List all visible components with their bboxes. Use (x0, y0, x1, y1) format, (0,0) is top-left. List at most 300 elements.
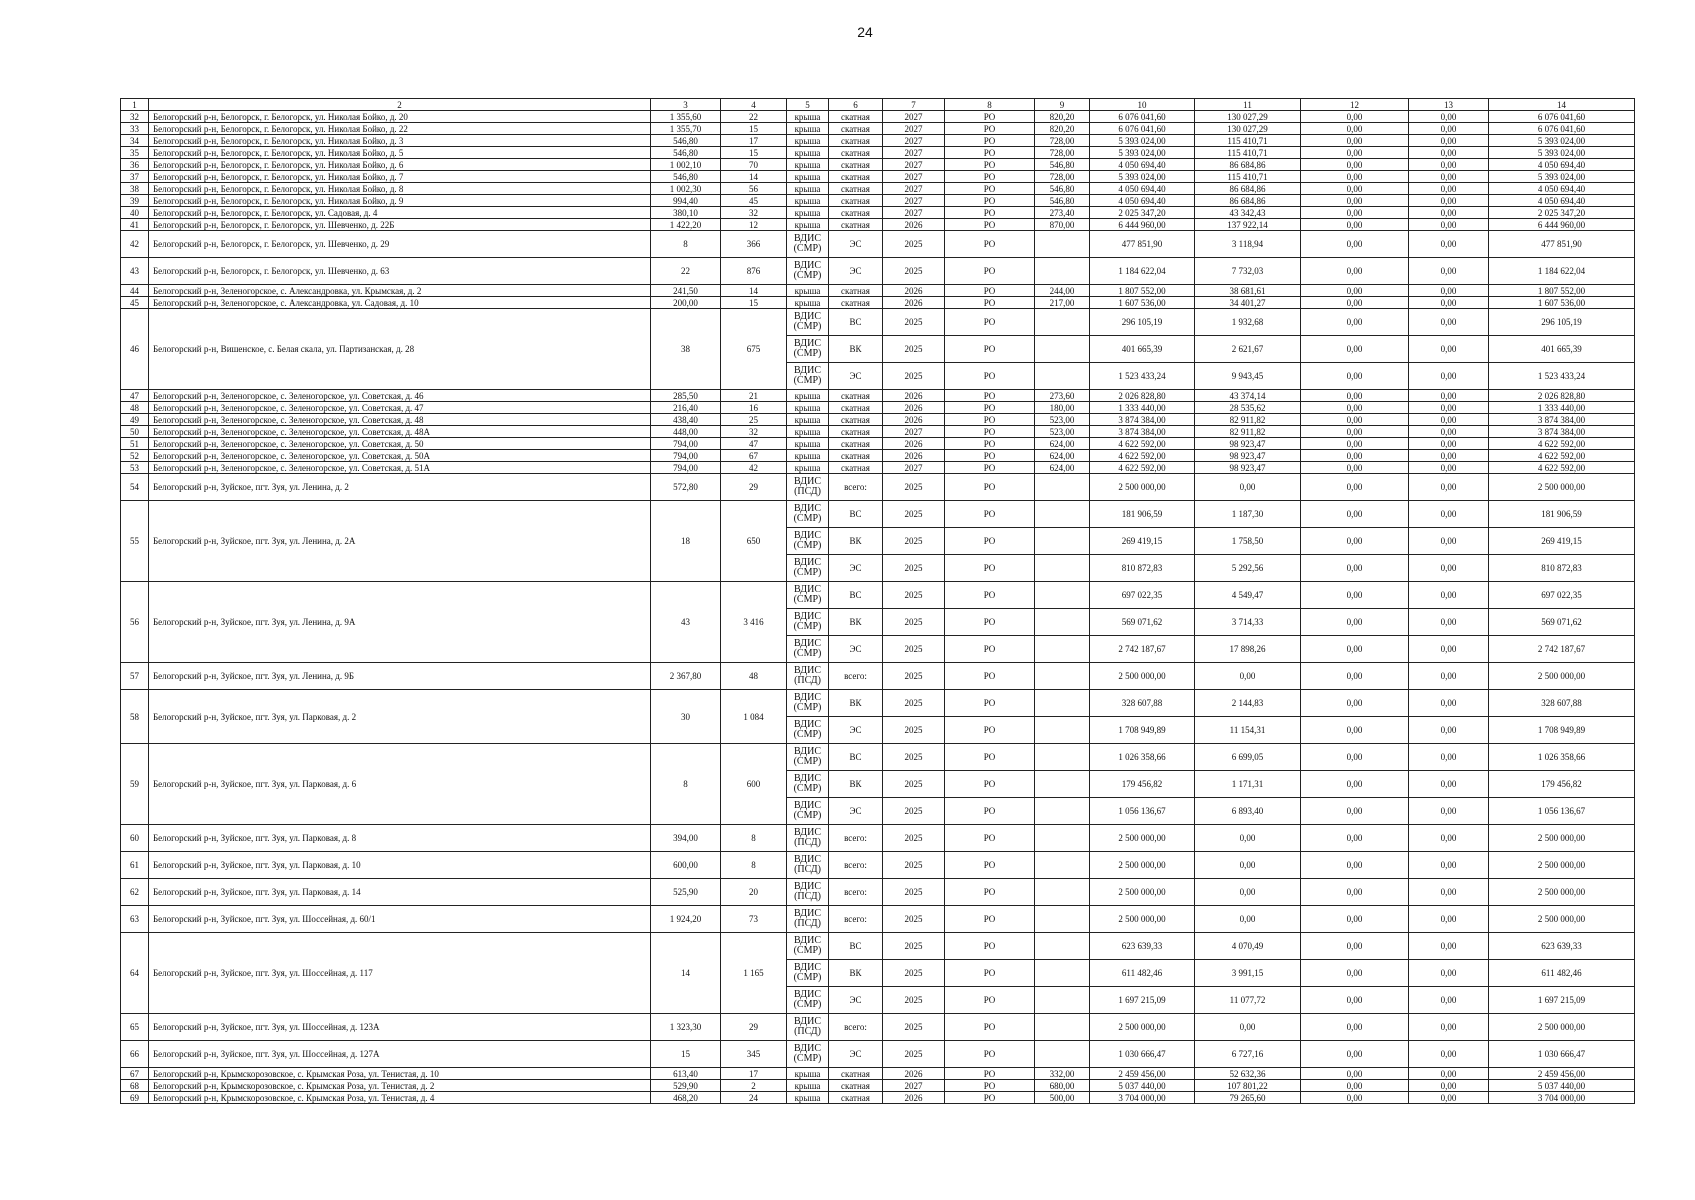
column-header: 1 (121, 99, 149, 111)
source-cell: РО (945, 402, 1035, 414)
cost-cell: 2 144,83 (1195, 690, 1301, 717)
table-row (121, 438, 1635, 450)
column-header: 7 (883, 99, 945, 111)
column-header: 5 (787, 99, 829, 111)
cost-cell: 0,00 (1301, 135, 1409, 147)
table-row (121, 1041, 1635, 1068)
element-cell: крыша (787, 1092, 829, 1104)
row-number-cell: 46 (121, 309, 149, 390)
cost-cell: 79 265,60 (1195, 1092, 1301, 1104)
area-cell: 994,40 (651, 195, 721, 207)
type-cell: ЭС (829, 798, 883, 825)
total-cost-cell: 2 500 000,00 (1090, 852, 1195, 879)
year-cell: 2027 (883, 1080, 945, 1092)
source-cell: РО (945, 297, 1035, 309)
grand-total-cell: 2 500 000,00 (1489, 852, 1635, 879)
cost-cell: 0,00 (1301, 609, 1409, 636)
residents-cell: 32 (721, 207, 787, 219)
year-cell: 2025 (883, 879, 945, 906)
type-cell: всего: (829, 474, 883, 501)
type-cell: ЭС (829, 717, 883, 744)
element-cell: крыша (787, 1080, 829, 1092)
column-number-row (121, 99, 1635, 111)
cost-cell: 0,00 (1409, 402, 1489, 414)
address-cell: Белогорский р-н, Зуйское, пгт. Зуя, ул. Парковая, д. 6 (149, 744, 651, 825)
cost-cell: 0,00 (1409, 906, 1489, 933)
row-number-cell: 63 (121, 906, 149, 933)
grand-total-cell: 6 444 960,00 (1489, 219, 1635, 231)
total-cost-cell: 1 697 215,09 (1090, 987, 1195, 1014)
unit-cell: 180,00 (1035, 402, 1090, 414)
type-cell: ЭС (829, 636, 883, 663)
source-cell: РО (945, 219, 1035, 231)
table-row (121, 933, 1635, 960)
cost-cell: 0,00 (1409, 414, 1489, 426)
row-number-cell: 52 (121, 450, 149, 462)
cost-cell: 0,00 (1409, 582, 1489, 609)
cost-cell: 1 932,68 (1195, 309, 1301, 336)
source-cell: РО (945, 195, 1035, 207)
type-cell: скатная (829, 195, 883, 207)
element-cell: ВДИС (ПСД) (787, 825, 829, 852)
area-cell: 8 (651, 231, 721, 258)
cost-cell: 0,00 (1301, 933, 1409, 960)
cost-cell: 98 923,47 (1195, 450, 1301, 462)
total-cost-cell: 2 500 000,00 (1090, 825, 1195, 852)
grand-total-cell: 5 037 440,00 (1489, 1080, 1635, 1092)
column-header: 11 (1195, 99, 1301, 111)
residents-cell: 48 (721, 663, 787, 690)
cost-cell: 0,00 (1301, 879, 1409, 906)
unit-cell: 624,00 (1035, 450, 1090, 462)
residents-cell: 8 (721, 825, 787, 852)
residents-cell: 876 (721, 258, 787, 285)
cost-cell: 0,00 (1301, 1068, 1409, 1080)
unit-cell (1035, 528, 1090, 555)
area-cell: 216,40 (651, 402, 721, 414)
year-cell: 2026 (883, 1092, 945, 1104)
year-cell: 2025 (883, 555, 945, 582)
element-cell: крыша (787, 219, 829, 231)
grand-total-cell: 269 419,15 (1489, 528, 1635, 555)
source-cell: РО (945, 798, 1035, 825)
row-number-cell: 59 (121, 744, 149, 825)
address-cell: Белогорский р-н, Белогорск, г. Белогорск, ул. Николая Бойко, д. 5 (149, 147, 651, 159)
type-cell: скатная (829, 438, 883, 450)
table-row (121, 450, 1635, 462)
cost-cell: 0,00 (1301, 402, 1409, 414)
source-cell: РО (945, 309, 1035, 336)
area-cell: 794,00 (651, 438, 721, 450)
unit-cell (1035, 309, 1090, 336)
grand-total-cell: 2 500 000,00 (1489, 879, 1635, 906)
element-cell: крыша (787, 285, 829, 297)
grand-total-cell: 1 056 136,67 (1489, 798, 1635, 825)
cost-cell: 0,00 (1301, 1092, 1409, 1104)
element-cell: ВДИС (СМР) (787, 336, 829, 363)
source-cell: РО (945, 414, 1035, 426)
unit-cell: 273,40 (1035, 207, 1090, 219)
cost-cell: 0,00 (1409, 207, 1489, 219)
cost-cell: 0,00 (1409, 450, 1489, 462)
cost-cell: 0,00 (1301, 363, 1409, 390)
total-cost-cell: 1 607 536,00 (1090, 297, 1195, 309)
total-cost-cell: 1 807 552,00 (1090, 285, 1195, 297)
grand-total-cell: 1 184 622,04 (1489, 258, 1635, 285)
unit-cell (1035, 582, 1090, 609)
row-number-cell: 40 (121, 207, 149, 219)
type-cell: ВС (829, 744, 883, 771)
element-cell: ВДИС (ПСД) (787, 852, 829, 879)
table-row (121, 474, 1635, 501)
row-number-cell: 65 (121, 1014, 149, 1041)
residents-cell: 14 (721, 285, 787, 297)
source-cell: РО (945, 1092, 1035, 1104)
element-cell: ВДИС (ПСД) (787, 906, 829, 933)
source-cell: РО (945, 147, 1035, 159)
table-row (121, 147, 1635, 159)
element-cell: ВДИС (СМР) (787, 933, 829, 960)
source-cell: РО (945, 171, 1035, 183)
total-cost-cell: 269 419,15 (1090, 528, 1195, 555)
cost-cell: 0,00 (1409, 438, 1489, 450)
type-cell: ВС (829, 582, 883, 609)
element-cell: ВДИС (СМР) (787, 798, 829, 825)
cost-cell: 0,00 (1301, 414, 1409, 426)
address-cell: Белогорский р-н, Белогорск, г. Белогорск, ул. Николая Бойко, д. 20 (149, 111, 651, 123)
area-cell: 18 (651, 501, 721, 582)
table-row (121, 582, 1635, 609)
table-row (121, 825, 1635, 852)
cost-cell: 6 893,40 (1195, 798, 1301, 825)
cost-cell: 11 077,72 (1195, 987, 1301, 1014)
unit-cell (1035, 852, 1090, 879)
total-cost-cell: 1 184 622,04 (1090, 258, 1195, 285)
unit-cell: 820,20 (1035, 111, 1090, 123)
grand-total-cell: 477 851,90 (1489, 231, 1635, 258)
cost-cell: 0,00 (1195, 474, 1301, 501)
address-cell: Белогорский р-н, Крымскорозовское, с. Крымская Роза, ул. Тенистая, д. 10 (149, 1068, 651, 1080)
type-cell: скатная (829, 123, 883, 135)
unit-cell (1035, 231, 1090, 258)
cost-cell: 0,00 (1301, 195, 1409, 207)
total-cost-cell: 1 708 949,89 (1090, 717, 1195, 744)
row-number-cell: 67 (121, 1068, 149, 1080)
unit-cell (1035, 609, 1090, 636)
cost-cell: 82 911,82 (1195, 414, 1301, 426)
cost-cell: 0,00 (1409, 336, 1489, 363)
address-cell: Белогорский р-н, Зеленогорское, с. Александровка, ул. Крымская, д. 2 (149, 285, 651, 297)
cost-cell: 0,00 (1409, 852, 1489, 879)
year-cell: 2026 (883, 414, 945, 426)
total-cost-cell: 6 444 960,00 (1090, 219, 1195, 231)
area-cell: 546,80 (651, 135, 721, 147)
table-row (121, 414, 1635, 426)
row-number-cell: 37 (121, 171, 149, 183)
type-cell: скатная (829, 390, 883, 402)
cost-cell: 137 922,14 (1195, 219, 1301, 231)
source-cell: РО (945, 1080, 1035, 1092)
year-cell: 2026 (883, 450, 945, 462)
year-cell: 2026 (883, 297, 945, 309)
total-cost-cell: 697 022,35 (1090, 582, 1195, 609)
grand-total-cell: 4 622 592,00 (1489, 462, 1635, 474)
source-cell: РО (945, 123, 1035, 135)
address-cell: Белогорский р-н, Зуйское, пгт. Зуя, ул. Парковая, д. 8 (149, 825, 651, 852)
cost-cell: 0,00 (1301, 474, 1409, 501)
element-cell: крыша (787, 1068, 829, 1080)
cost-cell: 82 911,82 (1195, 426, 1301, 438)
address-cell: Белогорский р-н, Крымскорозовское, с. Крымская Роза, ул. Тенистая, д. 2 (149, 1080, 651, 1092)
cost-cell: 0,00 (1301, 336, 1409, 363)
total-cost-cell: 3 874 384,00 (1090, 426, 1195, 438)
total-cost-cell: 2 459 456,00 (1090, 1068, 1195, 1080)
grand-total-cell: 179 456,82 (1489, 771, 1635, 798)
element-cell: крыша (787, 462, 829, 474)
table-row (121, 111, 1635, 123)
element-cell: ВДИС (СМР) (787, 636, 829, 663)
total-cost-cell: 2 500 000,00 (1090, 474, 1195, 501)
grand-total-cell: 2 459 456,00 (1489, 1068, 1635, 1080)
unit-cell (1035, 825, 1090, 852)
cost-cell: 0,00 (1301, 438, 1409, 450)
type-cell: всего: (829, 1014, 883, 1041)
year-cell: 2027 (883, 171, 945, 183)
year-cell: 2025 (883, 336, 945, 363)
row-number-cell: 49 (121, 414, 149, 426)
table-row (121, 183, 1635, 195)
total-cost-cell: 1 333 440,00 (1090, 402, 1195, 414)
cost-cell: 4 070,49 (1195, 933, 1301, 960)
cost-cell: 0,00 (1409, 159, 1489, 171)
cost-cell: 130 027,29 (1195, 111, 1301, 123)
cost-cell: 0,00 (1409, 555, 1489, 582)
cost-cell: 0,00 (1301, 450, 1409, 462)
row-number-cell: 58 (121, 690, 149, 744)
cost-cell: 0,00 (1409, 285, 1489, 297)
cost-cell: 0,00 (1301, 906, 1409, 933)
element-cell: крыша (787, 135, 829, 147)
address-cell: Белогорский р-н, Белогорск, г. Белогорск, ул. Николая Бойко, д. 6 (149, 159, 651, 171)
residents-cell: 17 (721, 135, 787, 147)
cost-cell: 0,00 (1409, 663, 1489, 690)
cost-cell: 0,00 (1301, 555, 1409, 582)
source-cell: РО (945, 825, 1035, 852)
cost-cell: 0,00 (1409, 1041, 1489, 1068)
type-cell: скатная (829, 1068, 883, 1080)
grand-total-cell: 6 076 041,60 (1489, 123, 1635, 135)
unit-cell: 870,00 (1035, 219, 1090, 231)
total-cost-cell: 1 030 666,47 (1090, 1041, 1195, 1068)
row-number-cell: 38 (121, 183, 149, 195)
unit-cell: 332,00 (1035, 1068, 1090, 1080)
residents-cell: 20 (721, 879, 787, 906)
address-cell: Белогорский р-н, Зеленогорское, с. Зеленогорское, ул. Советская, д. 50 (149, 438, 651, 450)
cost-cell: 0,00 (1301, 960, 1409, 987)
type-cell: скатная (829, 183, 883, 195)
cost-cell: 86 684,86 (1195, 159, 1301, 171)
address-cell: Белогорский р-н, Зеленогорское, с. Зеленогорское, ул. Советская, д. 48А (149, 426, 651, 438)
cost-cell: 0,00 (1409, 309, 1489, 336)
grand-total-cell: 5 393 024,00 (1489, 147, 1635, 159)
year-cell: 2026 (883, 285, 945, 297)
total-cost-cell: 4 050 694,40 (1090, 159, 1195, 171)
grand-total-cell: 2 500 000,00 (1489, 1014, 1635, 1041)
type-cell: скатная (829, 462, 883, 474)
row-number-cell: 50 (121, 426, 149, 438)
table-row (121, 744, 1635, 771)
table-row (121, 1080, 1635, 1092)
residents-cell: 3 416 (721, 582, 787, 663)
cost-cell: 17 898,26 (1195, 636, 1301, 663)
residents-cell: 600 (721, 744, 787, 825)
address-cell: Белогорский р-н, Белогорск, г. Белогорск, ул. Николая Бойко, д. 7 (149, 171, 651, 183)
unit-cell (1035, 363, 1090, 390)
row-number-cell: 61 (121, 852, 149, 879)
grand-total-cell: 5 393 024,00 (1489, 135, 1635, 147)
residents-cell: 67 (721, 450, 787, 462)
source-cell: РО (945, 462, 1035, 474)
source-cell: РО (945, 474, 1035, 501)
element-cell: ВДИС (СМР) (787, 717, 829, 744)
source-cell: РО (945, 258, 1035, 285)
table-row (121, 258, 1635, 285)
grand-total-cell: 4 622 592,00 (1489, 450, 1635, 462)
unit-cell: 624,00 (1035, 438, 1090, 450)
cost-cell: 0,00 (1409, 111, 1489, 123)
grand-total-cell: 697 022,35 (1489, 582, 1635, 609)
year-cell: 2026 (883, 219, 945, 231)
year-cell: 2025 (883, 663, 945, 690)
table-row (121, 852, 1635, 879)
cost-cell: 0,00 (1195, 663, 1301, 690)
residents-cell: 73 (721, 906, 787, 933)
cost-cell: 115 410,71 (1195, 171, 1301, 183)
unit-cell: 820,20 (1035, 123, 1090, 135)
cost-cell: 0,00 (1409, 879, 1489, 906)
year-cell: 2027 (883, 207, 945, 219)
cost-cell: 0,00 (1301, 231, 1409, 258)
total-cost-cell: 810 872,83 (1090, 555, 1195, 582)
unit-cell (1035, 501, 1090, 528)
area-cell: 1 924,20 (651, 906, 721, 933)
cost-cell: 0,00 (1409, 147, 1489, 159)
cost-cell: 0,00 (1409, 690, 1489, 717)
unit-cell (1035, 960, 1090, 987)
row-number-cell: 34 (121, 135, 149, 147)
type-cell: всего: (829, 663, 883, 690)
cost-cell: 107 801,22 (1195, 1080, 1301, 1092)
source-cell: РО (945, 1041, 1035, 1068)
cost-cell: 0,00 (1409, 528, 1489, 555)
year-cell: 2027 (883, 426, 945, 438)
type-cell: всего: (829, 879, 883, 906)
residents-cell: 8 (721, 852, 787, 879)
source-cell: РО (945, 183, 1035, 195)
table-row (121, 462, 1635, 474)
cost-cell: 1 758,50 (1195, 528, 1301, 555)
residents-cell: 29 (721, 474, 787, 501)
table-row (121, 1092, 1635, 1104)
grand-total-cell: 3 704 000,00 (1489, 1092, 1635, 1104)
element-cell: ВДИС (СМР) (787, 987, 829, 1014)
cost-cell: 5 292,56 (1195, 555, 1301, 582)
table-row (121, 501, 1635, 528)
residents-cell: 1 165 (721, 933, 787, 1014)
type-cell: ЭС (829, 1041, 883, 1068)
area-cell: 613,40 (651, 1068, 721, 1080)
cost-cell: 0,00 (1301, 219, 1409, 231)
element-cell: ВДИС (СМР) (787, 690, 829, 717)
table-row (121, 195, 1635, 207)
unit-cell (1035, 933, 1090, 960)
address-cell: Белогорский р-н, Белогорск, г. Белогорск, ул. Садовая, д. 4 (149, 207, 651, 219)
area-cell: 794,00 (651, 450, 721, 462)
cost-cell: 0,00 (1301, 501, 1409, 528)
address-cell: Белогорский р-н, Зуйское, пгт. Зуя, ул. Ленина, д. 9А (149, 582, 651, 663)
element-cell: крыша (787, 183, 829, 195)
total-cost-cell: 1 056 136,67 (1090, 798, 1195, 825)
element-cell: крыша (787, 207, 829, 219)
source-cell: РО (945, 609, 1035, 636)
table-row (121, 219, 1635, 231)
total-cost-cell: 623 639,33 (1090, 933, 1195, 960)
column-header: 6 (829, 99, 883, 111)
address-cell: Белогорский р-н, Крымскорозовское, с. Крымская Роза, ул. Тенистая, д. 4 (149, 1092, 651, 1104)
year-cell: 2026 (883, 390, 945, 402)
unit-cell: 217,00 (1035, 297, 1090, 309)
total-cost-cell: 2 500 000,00 (1090, 1014, 1195, 1041)
cost-cell: 0,00 (1409, 195, 1489, 207)
residents-cell: 15 (721, 297, 787, 309)
element-cell: ВДИС (СМР) (787, 582, 829, 609)
area-cell: 15 (651, 1041, 721, 1068)
page-number: 24 (857, 24, 873, 40)
element-cell: ВДИС (СМР) (787, 744, 829, 771)
row-number-cell: 36 (121, 159, 149, 171)
type-cell: всего: (829, 825, 883, 852)
cost-cell: 0,00 (1301, 636, 1409, 663)
table-row (121, 879, 1635, 906)
year-cell: 2025 (883, 987, 945, 1014)
source-cell: РО (945, 111, 1035, 123)
cost-cell: 0,00 (1409, 636, 1489, 663)
residents-cell: 32 (721, 426, 787, 438)
source-cell: РО (945, 555, 1035, 582)
cost-cell: 0,00 (1409, 123, 1489, 135)
year-cell: 2027 (883, 159, 945, 171)
cost-cell: 86 684,86 (1195, 195, 1301, 207)
cost-cell: 0,00 (1409, 258, 1489, 285)
source-cell: РО (945, 1014, 1035, 1041)
column-header: 10 (1090, 99, 1195, 111)
grand-total-cell: 611 482,46 (1489, 960, 1635, 987)
total-cost-cell: 2 500 000,00 (1090, 879, 1195, 906)
cost-cell: 0,00 (1409, 183, 1489, 195)
year-cell: 2025 (883, 1041, 945, 1068)
unit-cell: 546,80 (1035, 183, 1090, 195)
total-cost-cell: 328 607,88 (1090, 690, 1195, 717)
total-cost-cell: 2 500 000,00 (1090, 663, 1195, 690)
cost-cell: 0,00 (1409, 363, 1489, 390)
residents-cell: 47 (721, 438, 787, 450)
table-row (121, 231, 1635, 258)
grand-total-cell: 810 872,83 (1489, 555, 1635, 582)
address-cell: Белогорский р-н, Зеленогорское, с. Зеленогорское, ул. Советская, д. 48 (149, 414, 651, 426)
element-cell: крыша (787, 111, 829, 123)
column-header: 12 (1301, 99, 1409, 111)
cost-cell: 0,00 (1301, 987, 1409, 1014)
